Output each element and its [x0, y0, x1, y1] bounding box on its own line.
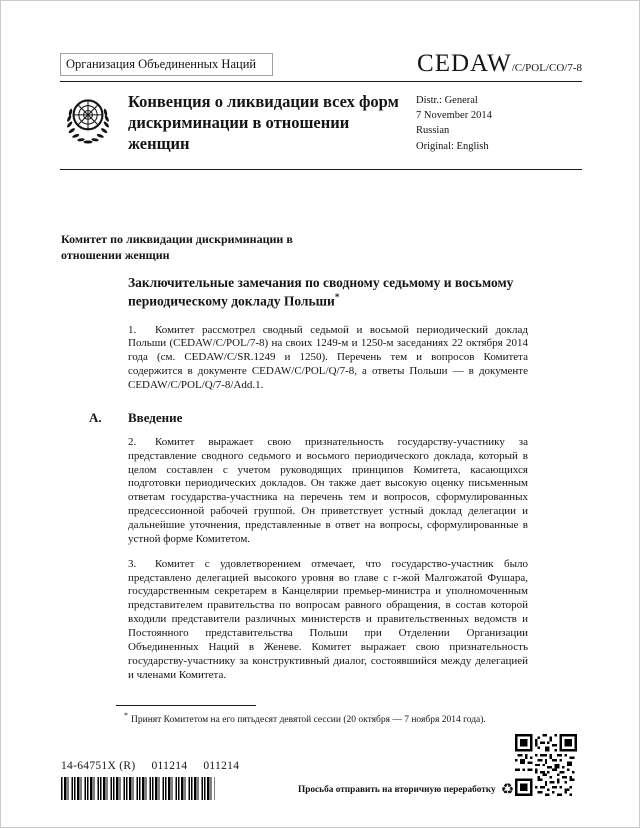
- committee-name: Комитет по ликвидации дискриминации в отношении женщин: [61, 232, 293, 262]
- document-symbol-main: CEDAW: [417, 50, 512, 77]
- convention-title: Конвенция о ликвидации всех форм дискриминации в отношении женщин: [128, 92, 399, 154]
- footnote-text: Принят Комитетом на его пятьдесят девятой сессии (20 октября — 7 ноября 2014 года).: [131, 715, 486, 726]
- paragraph-3-text: Комитет с удовлетворением отмечает, что государство-участник было представлено делегацией высокого уровня во главе с г-жой Малгожатой Фушара, государственным секретарем в Канцелярии премьер-министра и уполномоченным представителем правительства по вопросам равного обращения, в состав которой входили представители различных министерств и правительственных ведомств и Постоянного представительства Польши при Отделении Организации Объединенных Наций в Женеве. Комитет выражает свою признательность государству-участнику за конструктивный диалог, состоявшийся между делегацией и членами Комитета.: [128, 557, 528, 681]
- footnote-reference: *: [334, 291, 340, 302]
- recycle-icon: ♻: [500, 782, 515, 798]
- document-body: [89, 274, 528, 694]
- qr-code: [515, 734, 577, 796]
- masthead-main-row: [60, 82, 582, 170]
- original-language-line: Original: English: [416, 140, 489, 152]
- un-emblem-icon: [60, 91, 118, 161]
- paragraph-3-number: 3.: [128, 557, 137, 570]
- date-code-1: 011214: [151, 760, 188, 772]
- date-code-2: 011214: [203, 760, 240, 772]
- masthead-top-row: [60, 51, 582, 82]
- section-a-heading: [89, 410, 528, 426]
- paragraph-2-text: Комитет выражает свою признательность государству-участнику за представление сводного седьмого и восьмого периодического доклада, который в целом составлен с учетом руководящих принципов Комитета, касающихся подготовки периодических докладов. Он также дает высокую оценку письменным ответам государства-участника на перечень тем и вопросов, сформулированных предсессионной рабочей группой. Он приветствует устный доклад делегации и дальнейшие уточнения, представленные в ответ на вопросы, сформулированные в устной форме Комитетом.: [128, 435, 528, 545]
- paragraph-2: [128, 436, 528, 547]
- section-a-label: A.: [89, 409, 102, 425]
- document-symbol-suffix: /C/POL/CO/7-8: [511, 62, 582, 74]
- document-symbol: [417, 51, 582, 76]
- job-number: 14-64751X (R): [61, 760, 136, 772]
- footnote-marker: *: [124, 711, 128, 720]
- recycle-notice: [298, 780, 514, 799]
- document-title: [128, 274, 528, 310]
- masthead: [60, 51, 582, 170]
- distr-line: Distr.: General: [416, 95, 478, 106]
- distribution-block: [416, 91, 582, 161]
- recycle-text: Просьба отправить на вторичную переработку: [298, 784, 496, 795]
- org-name: Организация Объединенных Наций: [60, 53, 273, 76]
- paragraph-1-number: 1.: [128, 323, 137, 336]
- barcode: [61, 777, 215, 800]
- document-title-text: Заключительные замечания по сводному седьмому и восьмому периодическому докладу Польши: [128, 275, 514, 309]
- language-line: Russian: [416, 125, 450, 137]
- paragraph-3: [128, 558, 528, 683]
- paragraph-1-text: Комитет рассмотрел сводный седьмой и восьмой периодический доклад Польши (CEDAW/C/POL/7-8) на своих 1249-м и 1250-м заседаниях 22 октября 2014 года (см. CEDAW/C/SR.1249 и 1250). Перечень тем и вопросов Комитета содержится в документе CEDAW/C/POL/Q/7-8, а ответы Польши — в документе CEDAW/C/POL/Q/7-8/Add.1.: [128, 323, 528, 392]
- section-a-title: Введение: [128, 409, 183, 425]
- footnote-separator: [116, 705, 256, 706]
- job-number-line: [61, 760, 239, 772]
- date-line: 7 November 2014: [416, 110, 492, 122]
- footnote: [124, 711, 528, 727]
- paragraph-2-number: 2.: [128, 435, 137, 448]
- paragraph-1: [128, 324, 528, 393]
